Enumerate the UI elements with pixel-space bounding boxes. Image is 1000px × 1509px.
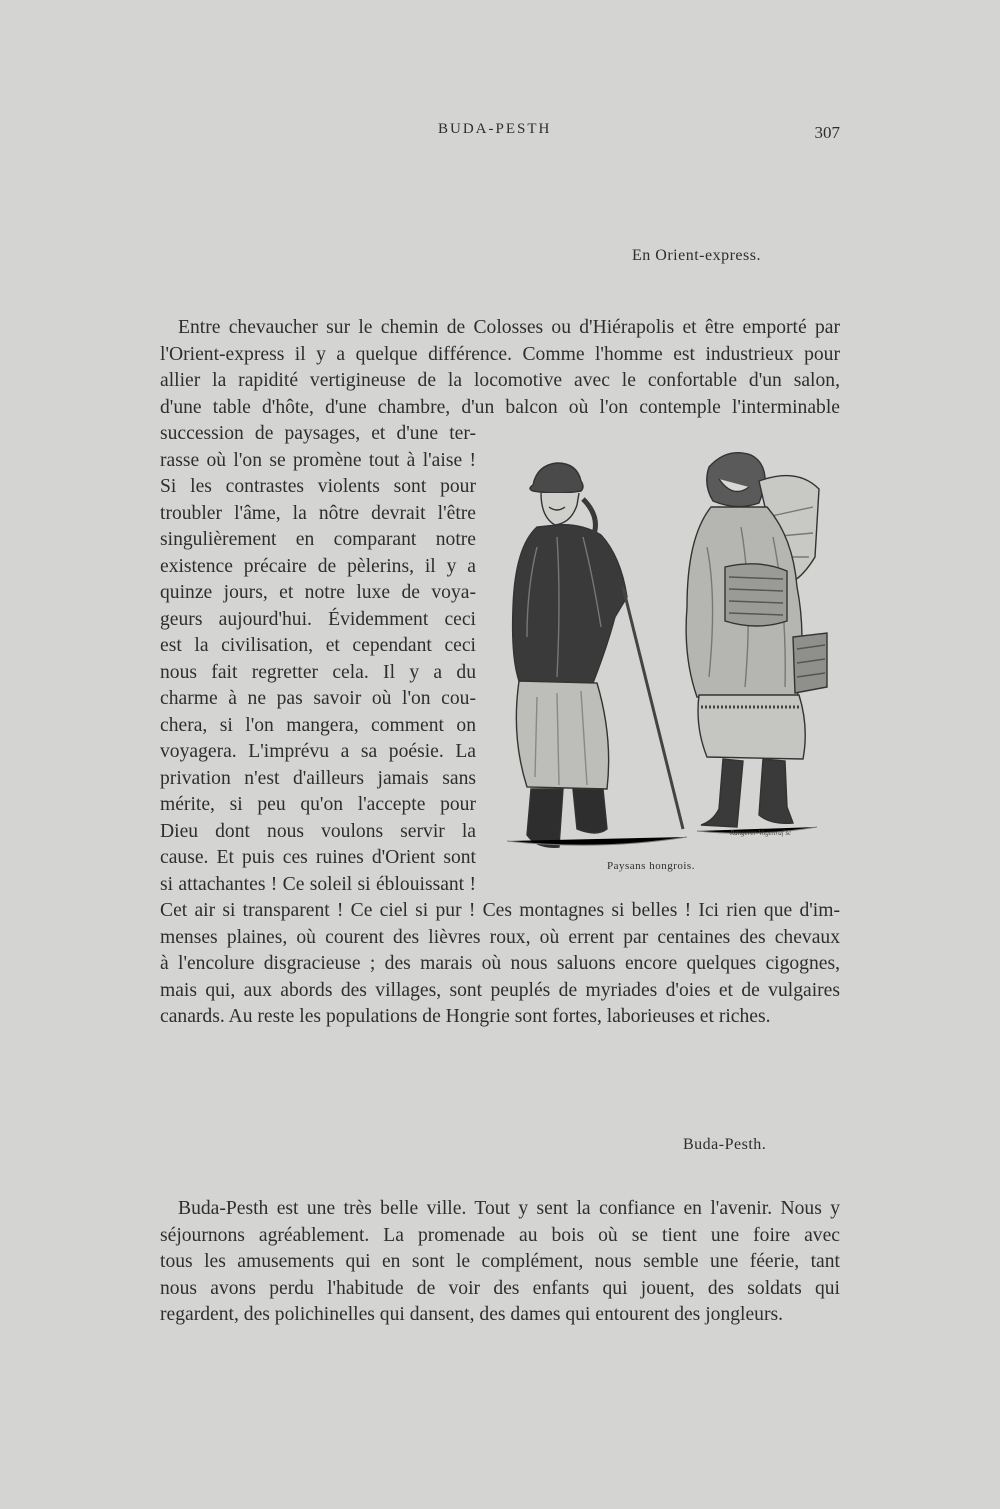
- section-heading-orient-express: En Orient-express.: [632, 247, 761, 264]
- text-line: canards. Au reste les populations de Hongrie sont fortes, laborieuses et riches.: [160, 1006, 771, 1027]
- text-line: tous les amusements qui en sont le complément, nous semble une féerie, tant: [160, 1251, 840, 1272]
- text-line: privation n'est d'ailleurs jamais sans: [160, 767, 476, 789]
- text-line: voyagera. L'imprévu a sa poésie. La: [160, 741, 476, 762]
- text-line: quinze jours, et notre luxe de voya-: [160, 582, 476, 603]
- text-line: est la civilisation, et cependant ceci: [160, 635, 476, 656]
- text-line: mérite, si peu qu'on l'accepte pour: [160, 794, 476, 815]
- text-line: séjournons agréablement. La promenade au bois où se tient une foire avec: [160, 1224, 840, 1246]
- text-line: d'une table d'hôte, d'une chambre, d'un balcon où l'on contemple l'interminable: [160, 396, 840, 418]
- artist-signature: Rangerer-Vogenraf sc: [730, 829, 792, 837]
- text-line: allier la rapidité vertigineuse de la locomotive avec le confortable d'un salon,: [160, 370, 840, 391]
- engraving-image: [497, 437, 833, 867]
- text-line: l'Orient-express il y a quelque différence. Comme l'homme est industrieux pour: [160, 343, 840, 365]
- section-heading-buda-pesth: Buda-Pesth.: [683, 1136, 767, 1153]
- running-title: BUDA-PESTH: [438, 121, 552, 137]
- paragraph-buda-pesth: [160, 1196, 840, 1329]
- page-number: 307: [814, 123, 840, 142]
- text-line: Cet air si transparent ! Ce ciel si pur ! Ces montagnes si belles ! Ici rien que d'im-: [160, 900, 840, 921]
- text-line: cause. Et puis ces ruines d'Orient sont: [160, 847, 476, 868]
- text-line: Dieu dont nous voulons servir la: [160, 820, 476, 842]
- text-line: chera, si l'on mangera, comment on: [160, 714, 476, 736]
- text-line: charme à ne pas savoir où l'on cou-: [160, 688, 476, 709]
- text-line: nous fait regretter cela. Il y a du: [160, 661, 476, 683]
- text-line: succession de paysages, et d'une ter-: [160, 423, 476, 444]
- illustration-hungarian-peasants: [497, 437, 833, 867]
- text-line: geurs aujourd'hui. Évidemment ceci: [160, 608, 476, 630]
- text-line: troubler l'âme, la nôtre devrait l'être: [160, 502, 476, 524]
- text-line: Entre chevaucher sur le chemin de Colosses ou d'Hiérapolis et être emporté par: [178, 317, 840, 338]
- text-line: singulièrement en comparant notre: [160, 529, 476, 550]
- text-line: Si les contrastes violents sont pour: [160, 476, 476, 497]
- running-head: [160, 121, 840, 145]
- text-line: menses plaines, où courent des lièvres roux, où errent par centaines des chevaux: [160, 926, 840, 948]
- text-line: nous avons perdu l'habitude de voir des enfants qui jouent, des soldats qui: [160, 1277, 840, 1299]
- text-line: mais qui, aux abords des villages, sont peuplés de myriades d'oies et de vulgaires: [160, 979, 840, 1001]
- text-line: Buda-Pesth est une très belle ville. Tout y sent la confiance en l'avenir. Nous y: [178, 1198, 840, 1219]
- text-line: existence précaire de pèlerins, il y a: [160, 555, 476, 577]
- text-line: regardent, des polichinelles qui dansent, des dames qui entourent des jongleurs.: [160, 1304, 784, 1325]
- text-line: si attachantes ! Ce soleil si éblouissant !: [160, 873, 476, 895]
- text-line: rasse où l'on se promène tout à l'aise !: [160, 449, 476, 471]
- text-line: à l'encolure disgracieuse ; des marais où nous saluons encore quelques cigognes,: [160, 953, 840, 974]
- figure-caption: Paysans hongrois.: [607, 860, 695, 872]
